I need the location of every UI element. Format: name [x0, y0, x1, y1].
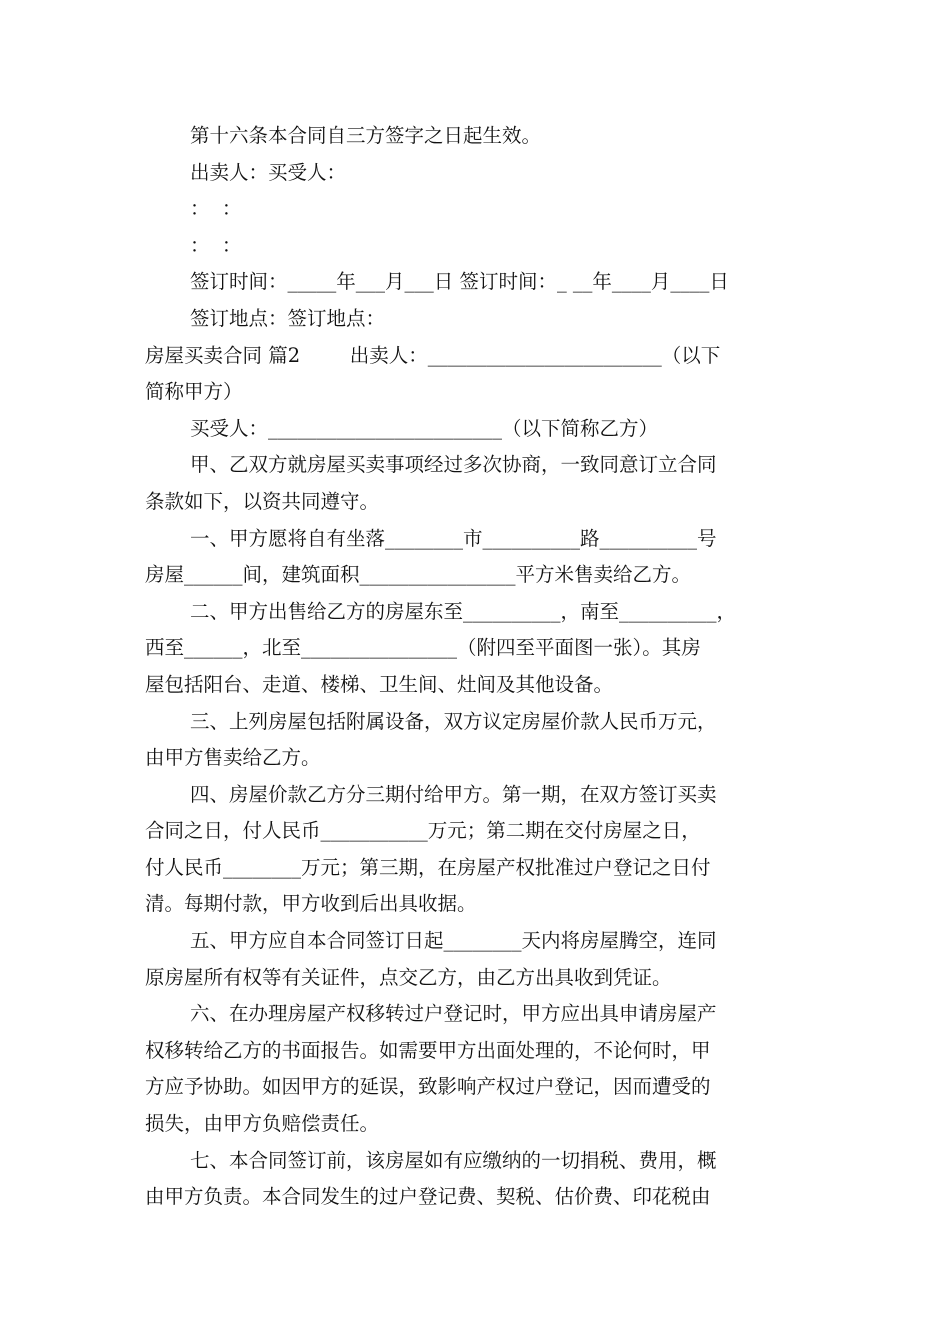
signing-place: 签订地点：签订地点： — [190, 306, 386, 330]
clause-5-line-1: 五、甲方应自本合同签订日起________天内将房屋腾空，连同 — [190, 929, 717, 953]
contract-page — [145, 118, 807, 1216]
signature-parties: 出卖人：买受人： — [190, 160, 347, 184]
clause-6-line-1: 六、在办理房屋产权移转过户登记时，甲方应出具申请房屋产 — [190, 1002, 717, 1026]
signature-blank-1: ： ： — [190, 197, 242, 221]
clause-1-line-2: 房屋______间，建筑面积________________平方米售卖给乙方。 — [145, 563, 692, 587]
clause-4-line-3: 付人民币________万元；第三期，在房屋产权批准过户登记之日付 — [145, 855, 711, 879]
clause-2-line-2: 西至______，北至________________（附四至平面图一张）。其房 — [145, 636, 701, 660]
contract-2-heading: 房屋买卖合同 篇2 出卖人：________________________（以下 — [145, 343, 721, 367]
clause-6-line-4: 损失，由甲方负赔偿责任。 — [145, 1112, 380, 1136]
clause-16-effective: 第十六条本合同自三方签字之日起生效。 — [190, 124, 542, 147]
seller-abbrev: 简称甲方） — [145, 380, 243, 404]
buyer-line: 买受人：________________________（以下简称乙方） — [190, 416, 659, 440]
clause-4-line-2: 合同之日，付人民币___________万元；第二期在交付房屋之日， — [145, 819, 701, 843]
clause-3-line-2: 由甲方售卖给乙方。 — [145, 746, 321, 770]
clause-7-line-1: 七、本合同签订前，该房屋如有应缴纳的一切捐税、费用，概 — [190, 1148, 717, 1172]
preamble-line-2: 条款如下，以资共同遵守。 — [145, 489, 380, 513]
clause-1-line-1: 一、甲方愿将自有坐落________市__________路__________号 — [190, 526, 717, 550]
signature-blank-2: ： ： — [190, 233, 242, 257]
preamble-line-1: 甲、乙双方就房屋买卖事项经过多次协商，一致同意订立合同 — [190, 453, 717, 477]
clause-3-line-1: 三、上列房屋包括附属设备，双方议定房屋价款人民币万元， — [190, 709, 717, 733]
clause-4-line-1: 四、房屋价款乙方分三期付给甲方。第一期，在双方签订买卖 — [190, 782, 717, 806]
clause-2-line-3: 屋包括阳台、走道、楼梯、卫生间、灶间及其他设备。 — [145, 672, 614, 696]
clause-6-line-2: 权移转给乙方的书面报告。如需要甲方出面处理的，不论何时，甲 — [145, 1038, 711, 1062]
signing-date: 签订时间：_____年___月___日 签订时间：_ __年____月____日 — [190, 270, 729, 294]
clause-2-line-1: 二、甲方出售给乙方的房屋东至__________，南至__________， — [190, 599, 737, 623]
clause-7-line-2: 由甲方负责。本合同发生的过户登记费、契税、估价费、印花税由 — [145, 1185, 711, 1209]
clause-4-line-4: 清。每期付款，甲方收到后出具收据。 — [145, 892, 477, 916]
clause-6-line-3: 方应予协助。如因甲方的延误，致影响产权过户登记，因而遭受的 — [145, 1075, 711, 1099]
clause-5-line-2: 原房屋所有权等有关证件，点交乙方，由乙方出具收到凭证。 — [145, 965, 672, 989]
